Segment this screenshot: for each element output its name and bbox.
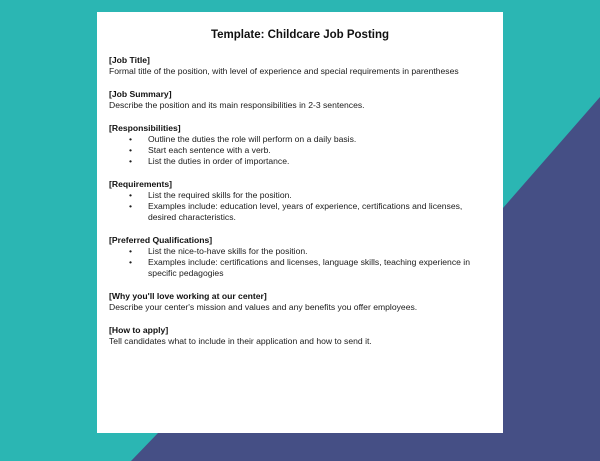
bullet-text-line: Start each sentence with a verb. <box>148 145 271 155</box>
list-item <box>109 190 491 201</box>
section-how-to-apply <box>109 325 491 347</box>
bullet-text-line: specific pedagogies <box>148 268 224 278</box>
section-heading: [Job Summary] <box>109 89 172 99</box>
section-job-summary <box>109 89 491 111</box>
bullet-list <box>109 190 491 223</box>
section-responsibilities <box>109 123 491 167</box>
section-heading: [How to apply] <box>109 325 169 335</box>
bullet-list <box>109 246 491 279</box>
section-preferred-qualifications <box>109 235 491 279</box>
bullet-icon: • <box>129 156 133 166</box>
bullet-icon: • <box>129 246 133 256</box>
section-heading: [Job Title] <box>109 55 150 65</box>
bullet-text-line: Outline the duties the role will perform on a daily basis. <box>148 134 357 144</box>
bullet-list <box>109 134 491 167</box>
section-heading: [Responsibilities] <box>109 123 181 133</box>
document-page <box>97 12 503 433</box>
section-heading: [Requirements] <box>109 179 173 189</box>
section-body-line: Formal title of the position, with level of experience and special requirements in parentheses <box>109 66 459 76</box>
section-requirements <box>109 179 491 223</box>
list-item <box>109 257 491 279</box>
list-item <box>109 156 491 167</box>
bullet-icon: • <box>129 201 133 211</box>
section-heading: [Why you'll love working at our center] <box>109 291 267 301</box>
section-body-line: Describe your center's mission and values and any benefits you offer employees. <box>109 302 418 312</box>
page-title: Template: Childcare Job Posting <box>210 29 390 41</box>
bullet-text-line: List the duties in order of importance. <box>148 156 290 166</box>
list-item <box>109 201 491 223</box>
list-item <box>109 145 491 156</box>
bullet-icon: • <box>129 145 133 155</box>
list-item <box>109 134 491 145</box>
bullet-text-line: Examples include: education level, years of experience, certifications and licenses, <box>148 201 463 211</box>
bullet-icon: • <box>129 257 133 267</box>
section-job-title <box>109 55 491 77</box>
list-item <box>109 246 491 257</box>
bullet-icon: • <box>129 134 133 144</box>
section-why-love-working <box>109 291 491 313</box>
bullet-icon: • <box>129 190 133 200</box>
bullet-text-line: List the nice-to-have skills for the position. <box>148 246 308 256</box>
bullet-text-line: List the required skills for the position. <box>148 190 292 200</box>
section-body-line: Tell candidates what to include in their application and how to send it. <box>109 336 372 346</box>
section-heading: [Preferred Qualifications] <box>109 235 213 245</box>
bullet-text-line: desired characteristics. <box>148 212 236 222</box>
section-body-line: Describe the position and its main responsibilities in 2-3 sentences. <box>109 100 365 110</box>
bullet-text-line: Examples include: certifications and licenses, language skills, teaching experience in <box>148 257 470 267</box>
